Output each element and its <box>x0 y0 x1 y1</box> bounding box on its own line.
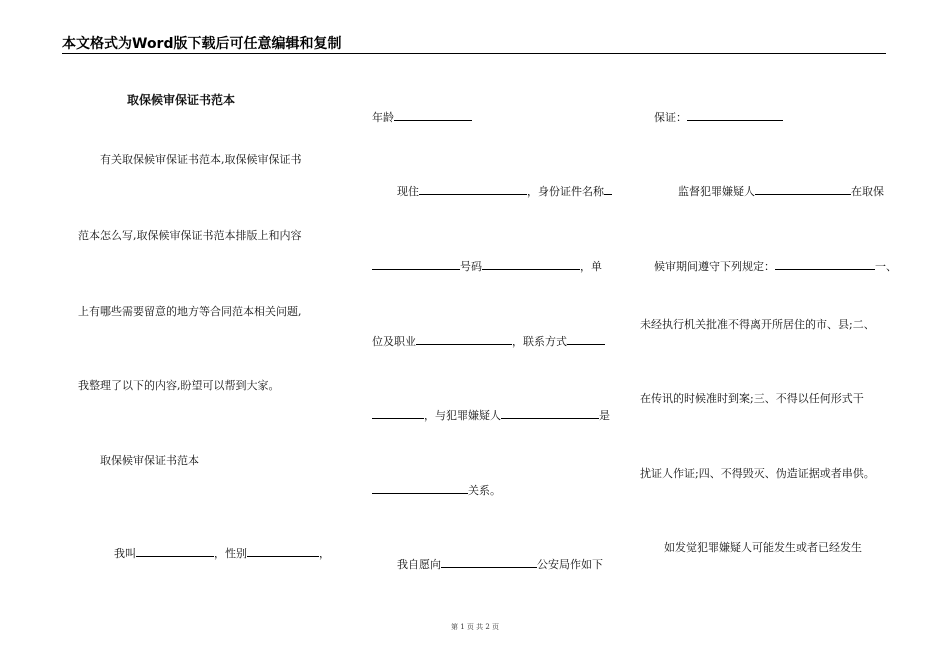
section-subtitle: 取保候审保证书范本 <box>100 454 199 467</box>
label-age: 年龄 <box>372 111 394 124</box>
id-number-line <box>358 242 602 291</box>
intro-line-3: 上有哪些需要留意的地方等合同范本相关问题, <box>78 305 302 318</box>
document-header: 本文格式为Word版下载后可任意编辑和复制 <box>62 36 342 52</box>
doc-title: 取保候审保证书范本 <box>127 93 236 107</box>
blank-contact-cont <box>372 407 424 419</box>
label-bureau: 公安局作如下 <box>537 558 603 571</box>
age-line <box>358 93 472 142</box>
relation-line <box>358 391 610 440</box>
blank-rules <box>775 258 875 270</box>
blank-contact <box>567 333 605 345</box>
blank-occupation <box>416 333 512 345</box>
supervise-line <box>664 167 884 216</box>
label-id-type: ，身份证件名称 <box>527 185 604 198</box>
comma: ， <box>319 547 330 560</box>
blank-relationship <box>372 482 468 494</box>
rule-line-2: 在传讯的时候准时到案;三、不得以任何形式干 <box>640 392 864 405</box>
blank-name <box>136 545 214 557</box>
blank-guarantee <box>687 109 783 121</box>
occupation-line <box>358 317 605 366</box>
label-on-bail: 在取保 <box>851 185 884 198</box>
blank-supervised-suspect <box>755 183 851 195</box>
blank-gender <box>247 545 319 557</box>
guarantee-line <box>640 93 783 142</box>
label-name: 我叫 <box>114 547 136 560</box>
label-id-number: 号码 <box>460 260 482 273</box>
intro-line-1: 有关取保候审保证书范本,取保候审保证书 <box>100 153 302 166</box>
intro-line-4: 我整理了以下的内容,盼望可以帮到大家。 <box>78 379 280 392</box>
label-is: 是 <box>599 409 610 422</box>
rule-line-4: 如发觉犯罪嫌疑人可能发生或者已经发生 <box>664 541 862 554</box>
label-guarantee: 保证： <box>654 111 687 124</box>
label-relationship: 关系。 <box>468 484 501 497</box>
label-address: 现住 <box>397 185 419 198</box>
label-occupation: 位及职业 <box>372 335 416 348</box>
blank-suspect <box>501 407 599 419</box>
blank-id-number <box>482 258 580 270</box>
label-gender: ，性别 <box>214 547 247 560</box>
blank-id-type <box>604 183 612 195</box>
label-voluntary: 我自愿向 <box>397 558 441 571</box>
address-line <box>383 167 612 216</box>
name-gender-line <box>100 529 330 578</box>
rules-line <box>640 242 897 291</box>
label-rules: 候审期间遵守下列规定： <box>654 260 775 273</box>
intro-line-2: 范本怎么写,取保候审保证书范本排版上和内容 <box>78 229 302 242</box>
rule-line-3: 扰证人作证;四、不得毁灭、伪造证据或者串供。 <box>640 467 875 480</box>
rule-line-1: 未经执行机关批准不得离开所居住的市、县;二、 <box>640 318 875 331</box>
header-rule <box>62 53 886 54</box>
bureau-line <box>383 540 603 589</box>
label-unit: ，单 <box>580 260 602 273</box>
page-number: 第 1 页 共 2 页 <box>450 623 500 631</box>
relationship-line <box>358 466 501 515</box>
label-contact: ，联系方式 <box>512 335 567 348</box>
label-supervise: 监督犯罪嫌疑人 <box>678 185 755 198</box>
label-suspect: ，与犯罪嫌疑人 <box>424 409 501 422</box>
label-rule-one: 一、 <box>875 260 897 273</box>
blank-bureau <box>441 556 537 568</box>
blank-address <box>419 183 527 195</box>
blank-id-type-cont <box>372 258 460 270</box>
blank-age <box>394 109 472 121</box>
